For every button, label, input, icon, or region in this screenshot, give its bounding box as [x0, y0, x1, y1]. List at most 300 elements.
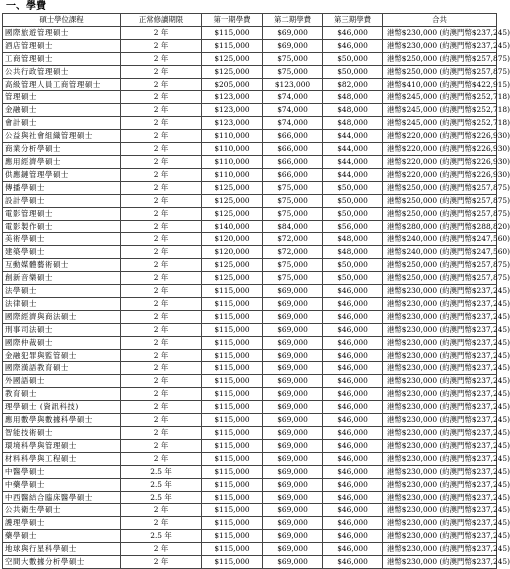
- second-installment-cell: $75,000: [263, 52, 323, 65]
- third-installment-cell: $50,000: [323, 52, 383, 65]
- third-installment-cell: $44,000: [323, 130, 383, 143]
- first-installment-cell: $115,000: [202, 336, 263, 349]
- total-cell: 港幣$220,000 (約澳門幣$226,930): [383, 143, 497, 156]
- third-installment-cell: $46,000: [323, 543, 383, 556]
- second-installment-cell: $69,000: [263, 349, 323, 362]
- duration-cell: 2 年: [121, 543, 202, 556]
- programme-name-cell: 傳播學碩士: [3, 181, 121, 194]
- table-row: [3, 478, 497, 491]
- duration-cell: 2 年: [121, 414, 202, 427]
- header-programme: 碩士學位課程: [3, 14, 121, 27]
- third-installment-cell: $46,000: [323, 26, 383, 39]
- third-installment-cell: $46,000: [323, 388, 383, 401]
- duration-cell: 2 年: [121, 362, 202, 375]
- table-row: [3, 556, 497, 569]
- table-row: [3, 130, 497, 143]
- table-row: [3, 259, 497, 272]
- duration-cell: 2 年: [121, 220, 202, 233]
- first-installment-cell: $115,000: [202, 388, 263, 401]
- programme-name-cell: 理學碩士 (資訊科技): [3, 401, 121, 414]
- table-row: [3, 246, 497, 259]
- first-installment-cell: $120,000: [202, 246, 263, 259]
- programme-name-cell: 互動媒體藝術碩士: [3, 259, 121, 272]
- programme-name-cell: 外國語碩士: [3, 375, 121, 388]
- third-installment-cell: $48,000: [323, 233, 383, 246]
- table-row: [3, 530, 497, 543]
- total-cell: 港幣$230,000 (約澳門幣$237,245): [383, 401, 497, 414]
- second-installment-cell: $75,000: [263, 259, 323, 272]
- second-installment-cell: $69,000: [263, 478, 323, 491]
- total-cell: 港幣$230,000 (約澳門幣$237,245): [383, 39, 497, 52]
- second-installment-cell: $74,000: [263, 117, 323, 130]
- total-cell: 港幣$240,000 (約澳門幣$247,560): [383, 233, 497, 246]
- programme-name-cell: 國際經濟與商法碩士: [3, 310, 121, 323]
- total-cell: 港幣$230,000 (約澳門幣$237,245): [383, 297, 497, 310]
- duration-cell: 2 年: [121, 388, 202, 401]
- programme-name-cell: 教育碩士: [3, 388, 121, 401]
- second-installment-cell: $75,000: [263, 194, 323, 207]
- table-row: [3, 491, 497, 504]
- duration-cell: 2 年: [121, 336, 202, 349]
- programme-name-cell: 環境科學與管理碩士: [3, 439, 121, 452]
- programme-name-cell: 酒店管理碩士: [3, 39, 121, 52]
- first-installment-cell: $115,000: [202, 401, 263, 414]
- second-installment-cell: $69,000: [263, 452, 323, 465]
- third-installment-cell: $50,000: [323, 207, 383, 220]
- total-cell: 港幣$230,000 (約澳門幣$237,245): [383, 26, 497, 39]
- second-installment-cell: $69,000: [263, 26, 323, 39]
- programme-name-cell: 應用數學與數據科學碩士: [3, 414, 121, 427]
- table-row: [3, 336, 497, 349]
- total-cell: 港幣$230,000 (約澳門幣$237,245): [383, 388, 497, 401]
- second-installment-cell: $69,000: [263, 439, 323, 452]
- duration-cell: 2 年: [121, 39, 202, 52]
- duration-cell: 2 年: [121, 517, 202, 530]
- total-cell: 港幣$230,000 (約澳門幣$237,245): [383, 285, 497, 298]
- total-cell: 港幣$220,000 (約澳門幣$226,930): [383, 130, 497, 143]
- second-installment-cell: $69,000: [263, 543, 323, 556]
- total-cell: 港幣$280,000 (約澳門幣$288,820): [383, 220, 497, 233]
- first-installment-cell: $115,000: [202, 439, 263, 452]
- third-installment-cell: $48,000: [323, 117, 383, 130]
- table-row: [3, 465, 497, 478]
- second-installment-cell: $66,000: [263, 130, 323, 143]
- second-installment-cell: $69,000: [263, 427, 323, 440]
- table-row: [3, 349, 497, 362]
- table-row: [3, 297, 497, 310]
- duration-cell: 2 年: [121, 143, 202, 156]
- third-installment-cell: $46,000: [323, 504, 383, 517]
- duration-cell: 2 年: [121, 91, 202, 104]
- programme-name-cell: 電影製作碩士: [3, 220, 121, 233]
- first-installment-cell: $115,000: [202, 297, 263, 310]
- second-installment-cell: $75,000: [263, 65, 323, 78]
- programme-name-cell: 藥學碩士: [3, 530, 121, 543]
- second-installment-cell: $66,000: [263, 168, 323, 181]
- total-cell: 港幣$230,000 (約澳門幣$237,245): [383, 504, 497, 517]
- header-second-installment: 第二期學費: [263, 14, 323, 27]
- first-installment-cell: $115,000: [202, 26, 263, 39]
- third-installment-cell: $46,000: [323, 362, 383, 375]
- programme-name-cell: 應用經濟學碩士: [3, 155, 121, 168]
- total-cell: 港幣$250,000 (約澳門幣$257,875): [383, 52, 497, 65]
- duration-cell: 2 年: [121, 427, 202, 440]
- second-installment-cell: $69,000: [263, 491, 323, 504]
- table-row: [3, 104, 497, 117]
- third-installment-cell: $46,000: [323, 452, 383, 465]
- second-installment-cell: $69,000: [263, 401, 323, 414]
- first-installment-cell: $115,000: [202, 323, 263, 336]
- programme-name-cell: 地球與行星科學碩士: [3, 543, 121, 556]
- table-row: [3, 233, 497, 246]
- programme-name-cell: 中醫學碩士: [3, 465, 121, 478]
- table-row: [3, 517, 497, 530]
- first-installment-cell: $115,000: [202, 465, 263, 478]
- programme-name-cell: 中西醫結合臨床醫學碩士: [3, 491, 121, 504]
- duration-cell: 2 年: [121, 233, 202, 246]
- programme-name-cell: 國際仲裁碩士: [3, 336, 121, 349]
- programme-name-cell: 商業分析學碩士: [3, 143, 121, 156]
- total-cell: 港幣$230,000 (約澳門幣$237,245): [383, 362, 497, 375]
- header-total: 合共: [383, 14, 497, 27]
- section-heading: 一、學費: [6, 1, 46, 12]
- duration-cell: 2 年: [121, 349, 202, 362]
- total-cell: 港幣$230,000 (約澳門幣$237,245): [383, 336, 497, 349]
- third-installment-cell: $46,000: [323, 414, 383, 427]
- second-installment-cell: $69,000: [263, 362, 323, 375]
- third-installment-cell: $46,000: [323, 556, 383, 569]
- duration-cell: 2 年: [121, 323, 202, 336]
- first-installment-cell: $120,000: [202, 233, 263, 246]
- header-duration: 正常修讀期限: [121, 14, 202, 27]
- third-installment-cell: $44,000: [323, 143, 383, 156]
- third-installment-cell: $50,000: [323, 272, 383, 285]
- table-row: [3, 117, 497, 130]
- table-row: [3, 543, 497, 556]
- duration-cell: 2 年: [121, 401, 202, 414]
- total-cell: 港幣$230,000 (約澳門幣$237,245): [383, 478, 497, 491]
- programme-name-cell: 公共衛生學碩士: [3, 504, 121, 517]
- duration-cell: 2 年: [121, 452, 202, 465]
- second-installment-cell: $75,000: [263, 181, 323, 194]
- programme-name-cell: 智能技術碩士: [3, 427, 121, 440]
- tuition-fee-table: [2, 13, 510, 569]
- second-installment-cell: $69,000: [263, 388, 323, 401]
- programme-name-cell: 法律碩士: [3, 297, 121, 310]
- table-row: [3, 285, 497, 298]
- programme-name-cell: 材料科學與工程碩士: [3, 452, 121, 465]
- second-installment-cell: $69,000: [263, 517, 323, 530]
- third-installment-cell: $46,000: [323, 517, 383, 530]
- first-installment-cell: $125,000: [202, 272, 263, 285]
- second-installment-cell: $69,000: [263, 285, 323, 298]
- total-cell: 港幣$250,000 (約澳門幣$257,875): [383, 181, 497, 194]
- second-installment-cell: $69,000: [263, 465, 323, 478]
- total-cell: 港幣$230,000 (約澳門幣$237,245): [383, 414, 497, 427]
- duration-cell: 2 年: [121, 375, 202, 388]
- duration-cell: 2 年: [121, 168, 202, 181]
- third-installment-cell: $46,000: [323, 427, 383, 440]
- total-cell: 港幣$230,000 (約澳門幣$237,245): [383, 465, 497, 478]
- first-installment-cell: $115,000: [202, 39, 263, 52]
- duration-cell: 2 年: [121, 259, 202, 272]
- table-row: [3, 207, 497, 220]
- second-installment-cell: $75,000: [263, 207, 323, 220]
- duration-cell: 2 年: [121, 117, 202, 130]
- duration-cell: 2 年: [121, 297, 202, 310]
- duration-cell: 2 年: [121, 65, 202, 78]
- total-cell: 港幣$230,000 (約澳門幣$237,245): [383, 543, 497, 556]
- table-header-row: [3, 14, 497, 27]
- third-installment-cell: $82,000: [323, 78, 383, 91]
- duration-cell: 2 年: [121, 439, 202, 452]
- duration-cell: 2 年: [121, 246, 202, 259]
- table-row: [3, 439, 497, 452]
- first-installment-cell: $115,000: [202, 504, 263, 517]
- second-installment-cell: $69,000: [263, 297, 323, 310]
- total-cell: 港幣$250,000 (約澳門幣$257,875): [383, 207, 497, 220]
- first-installment-cell: $115,000: [202, 414, 263, 427]
- total-cell: 港幣$230,000 (約澳門幣$237,245): [383, 427, 497, 440]
- programme-name-cell: 公共行政管理碩士: [3, 65, 121, 78]
- first-installment-cell: $125,000: [202, 52, 263, 65]
- programme-name-cell: 供應鏈管理學碩士: [3, 168, 121, 181]
- first-installment-cell: $123,000: [202, 104, 263, 117]
- duration-cell: 2 年: [121, 104, 202, 117]
- total-cell: 港幣$240,000 (約澳門幣$247,560): [383, 246, 497, 259]
- total-cell: 港幣$230,000 (約澳門幣$237,245): [383, 375, 497, 388]
- table-row: [3, 220, 497, 233]
- duration-cell: 2.5 年: [121, 491, 202, 504]
- total-cell: 港幣$220,000 (約澳門幣$226,930): [383, 168, 497, 181]
- programme-name-cell: 工商管理碩士: [3, 52, 121, 65]
- second-installment-cell: $69,000: [263, 504, 323, 517]
- programme-name-cell: 金融犯罪與監管碩士: [3, 349, 121, 362]
- first-installment-cell: $115,000: [202, 530, 263, 543]
- programme-name-cell: 建築學碩士: [3, 246, 121, 259]
- table-row: [3, 388, 497, 401]
- first-installment-cell: $115,000: [202, 452, 263, 465]
- third-installment-cell: $46,000: [323, 310, 383, 323]
- total-cell: 港幣$230,000 (約澳門幣$237,245): [383, 556, 497, 569]
- third-installment-cell: $46,000: [323, 478, 383, 491]
- first-installment-cell: $125,000: [202, 194, 263, 207]
- programme-name-cell: 高級管理人員工商管理碩士: [3, 78, 121, 91]
- programme-name-cell: 護理學碩士: [3, 517, 121, 530]
- first-installment-cell: $125,000: [202, 181, 263, 194]
- table-row: [3, 414, 497, 427]
- programme-name-cell: 刑事司法碩士: [3, 323, 121, 336]
- total-cell: 港幣$230,000 (約澳門幣$237,245): [383, 323, 497, 336]
- table-row: [3, 452, 497, 465]
- first-installment-cell: $115,000: [202, 556, 263, 569]
- first-installment-cell: $115,000: [202, 349, 263, 362]
- third-installment-cell: $46,000: [323, 285, 383, 298]
- first-installment-cell: $115,000: [202, 543, 263, 556]
- first-installment-cell: $115,000: [202, 478, 263, 491]
- first-installment-cell: $115,000: [202, 285, 263, 298]
- first-installment-cell: $125,000: [202, 65, 263, 78]
- total-cell: 港幣$230,000 (約澳門幣$237,245): [383, 439, 497, 452]
- programme-name-cell: 創新音樂碩士: [3, 272, 121, 285]
- second-installment-cell: $66,000: [263, 155, 323, 168]
- duration-cell: 2 年: [121, 556, 202, 569]
- table-row: [3, 362, 497, 375]
- total-cell: 港幣$410,000 (約澳門幣$422,915): [383, 78, 497, 91]
- second-installment-cell: $69,000: [263, 414, 323, 427]
- duration-cell: 2.5 年: [121, 465, 202, 478]
- total-cell: 港幣$250,000 (約澳門幣$257,875): [383, 65, 497, 78]
- third-installment-cell: $48,000: [323, 246, 383, 259]
- second-installment-cell: $72,000: [263, 246, 323, 259]
- table-row: [3, 26, 497, 39]
- third-installment-cell: $46,000: [323, 297, 383, 310]
- programme-name-cell: 設計學碩士: [3, 194, 121, 207]
- table-row: [3, 78, 497, 91]
- third-installment-cell: $46,000: [323, 39, 383, 52]
- third-installment-cell: $50,000: [323, 259, 383, 272]
- duration-cell: 2 年: [121, 285, 202, 298]
- programme-name-cell: 管理碩士: [3, 91, 121, 104]
- first-installment-cell: $123,000: [202, 91, 263, 104]
- table-row: [3, 65, 497, 78]
- total-cell: 港幣$250,000 (約澳門幣$257,875): [383, 259, 497, 272]
- table-row: [3, 401, 497, 414]
- second-installment-cell: $69,000: [263, 530, 323, 543]
- programme-name-cell: 中藥學碩士: [3, 478, 121, 491]
- table-row: [3, 52, 497, 65]
- first-installment-cell: $205,000: [202, 78, 263, 91]
- first-installment-cell: $110,000: [202, 143, 263, 156]
- programme-name-cell: 空間大數據分析學碩士: [3, 556, 121, 569]
- table-row: [3, 155, 497, 168]
- total-cell: 港幣$230,000 (約澳門幣$237,245): [383, 517, 497, 530]
- second-installment-cell: $123,000: [263, 78, 323, 91]
- programme-name-cell: 公益與社會組織管理碩士: [3, 130, 121, 143]
- second-installment-cell: $74,000: [263, 104, 323, 117]
- first-installment-cell: $140,000: [202, 220, 263, 233]
- third-installment-cell: $48,000: [323, 91, 383, 104]
- duration-cell: 2.5 年: [121, 478, 202, 491]
- programme-name-cell: 電影管理碩士: [3, 207, 121, 220]
- second-installment-cell: $69,000: [263, 310, 323, 323]
- third-installment-cell: $50,000: [323, 194, 383, 207]
- total-cell: 港幣$230,000 (約澳門幣$237,245): [383, 530, 497, 543]
- second-installment-cell: $75,000: [263, 272, 323, 285]
- total-cell: 港幣$245,000 (約澳門幣$252,718): [383, 117, 497, 130]
- table-row: [3, 375, 497, 388]
- duration-cell: 2 年: [121, 194, 202, 207]
- duration-cell: 2 年: [121, 504, 202, 517]
- table-row: [3, 310, 497, 323]
- total-cell: 港幣$230,000 (約澳門幣$237,245): [383, 310, 497, 323]
- first-installment-cell: $115,000: [202, 362, 263, 375]
- duration-cell: 2 年: [121, 310, 202, 323]
- table-row: [3, 181, 497, 194]
- table-row: [3, 168, 497, 181]
- first-installment-cell: $115,000: [202, 427, 263, 440]
- second-installment-cell: $69,000: [263, 556, 323, 569]
- third-installment-cell: $50,000: [323, 65, 383, 78]
- total-cell: 港幣$250,000 (約澳門幣$257,875): [383, 194, 497, 207]
- programme-name-cell: 美術學碩士: [3, 233, 121, 246]
- table-row: [3, 427, 497, 440]
- duration-cell: 2 年: [121, 207, 202, 220]
- third-installment-cell: $46,000: [323, 401, 383, 414]
- header-third-installment: 第三期學費: [323, 14, 383, 27]
- table-row: [3, 143, 497, 156]
- third-installment-cell: $48,000: [323, 104, 383, 117]
- third-installment-cell: $46,000: [323, 439, 383, 452]
- duration-cell: 2 年: [121, 130, 202, 143]
- table-row: [3, 39, 497, 52]
- third-installment-cell: $46,000: [323, 323, 383, 336]
- programme-name-cell: 國際旅遊管理碩士: [3, 26, 121, 39]
- duration-cell: 2 年: [121, 26, 202, 39]
- programme-name-cell: 國際漢語教育碩士: [3, 362, 121, 375]
- table-row: [3, 504, 497, 517]
- first-installment-cell: $115,000: [202, 517, 263, 530]
- second-installment-cell: $84,000: [263, 220, 323, 233]
- second-installment-cell: $69,000: [263, 375, 323, 388]
- third-installment-cell: $46,000: [323, 349, 383, 362]
- programme-name-cell: 金融碩士: [3, 104, 121, 117]
- table-row: [3, 323, 497, 336]
- total-cell: 港幣$230,000 (約澳門幣$237,245): [383, 349, 497, 362]
- third-installment-cell: $44,000: [323, 168, 383, 181]
- duration-cell: 2 年: [121, 181, 202, 194]
- third-installment-cell: $56,000: [323, 220, 383, 233]
- table-row: [3, 194, 497, 207]
- table-row: [3, 272, 497, 285]
- duration-cell: 2 年: [121, 78, 202, 91]
- total-cell: 港幣$245,000 (約澳門幣$252,718): [383, 104, 497, 117]
- programme-name-cell: 法學碩士: [3, 285, 121, 298]
- first-installment-cell: $123,000: [202, 117, 263, 130]
- first-installment-cell: $110,000: [202, 155, 263, 168]
- first-installment-cell: $110,000: [202, 130, 263, 143]
- first-installment-cell: $125,000: [202, 207, 263, 220]
- total-cell: 港幣$220,000 (約澳門幣$226,930): [383, 155, 497, 168]
- third-installment-cell: $46,000: [323, 491, 383, 504]
- third-installment-cell: $46,000: [323, 375, 383, 388]
- third-installment-cell: $44,000: [323, 155, 383, 168]
- programme-name-cell: 會計碩士: [3, 117, 121, 130]
- duration-cell: 2.5 年: [121, 530, 202, 543]
- total-cell: 港幣$230,000 (約澳門幣$237,245): [383, 491, 497, 504]
- table-row: [3, 91, 497, 104]
- first-installment-cell: $125,000: [202, 259, 263, 272]
- second-installment-cell: $69,000: [263, 336, 323, 349]
- second-installment-cell: $69,000: [263, 39, 323, 52]
- duration-cell: 2 年: [121, 272, 202, 285]
- table-body: [3, 26, 510, 568]
- total-cell: 港幣$230,000 (約澳門幣$237,245): [383, 452, 497, 465]
- second-installment-cell: $69,000: [263, 323, 323, 336]
- first-installment-cell: $115,000: [202, 310, 263, 323]
- duration-cell: 2 年: [121, 155, 202, 168]
- third-installment-cell: $46,000: [323, 465, 383, 478]
- duration-cell: 2 年: [121, 52, 202, 65]
- third-installment-cell: $46,000: [323, 336, 383, 349]
- second-installment-cell: $74,000: [263, 91, 323, 104]
- second-installment-cell: $66,000: [263, 143, 323, 156]
- first-installment-cell: $115,000: [202, 491, 263, 504]
- total-cell: 港幣$245,000 (約澳門幣$252,718): [383, 91, 497, 104]
- third-installment-cell: $46,000: [323, 530, 383, 543]
- total-cell: 港幣$250,000 (約澳門幣$257,875): [383, 272, 497, 285]
- second-installment-cell: $72,000: [263, 233, 323, 246]
